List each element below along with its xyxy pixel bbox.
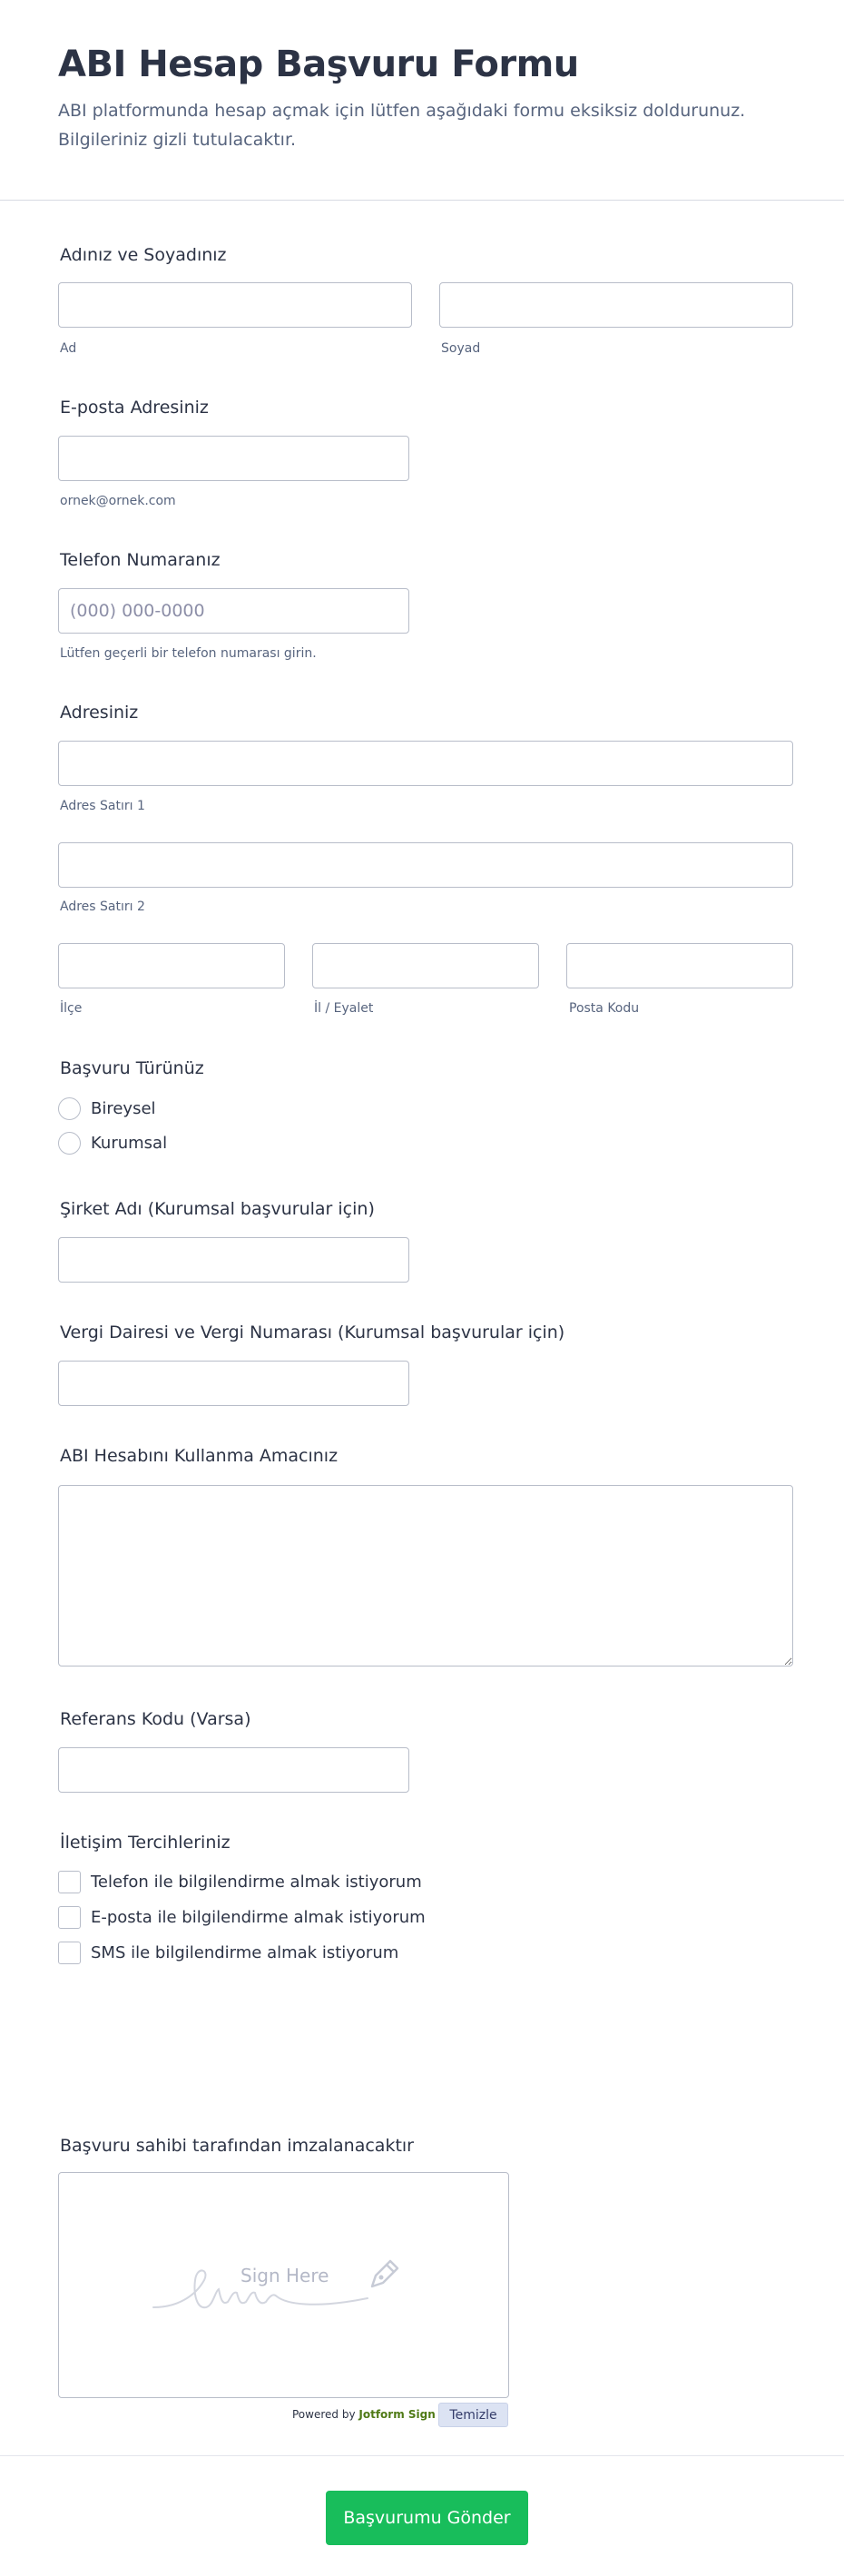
phone-sublabel: Lütfen geçerli bir telefon numarası girin.	[60, 646, 317, 661]
last-name-input[interactable]	[439, 282, 793, 328]
powered-by-text: Powered by	[292, 2408, 356, 2421]
referral-label: Referans Kodu (Varsa)	[60, 1709, 251, 1729]
email-sublabel: ornek@ornek.com	[60, 494, 176, 508]
radio-option-individual[interactable]	[58, 1095, 156, 1122]
district-sublabel: İlçe	[60, 1001, 83, 1016]
form-header	[0, 0, 844, 201]
radio-option-label: Bireysel	[91, 1098, 156, 1118]
phone-label: Telefon Numaranız	[60, 550, 221, 570]
checkbox-option-email[interactable]	[58, 1903, 426, 1931]
checkbox-option-label: SMS ile bilgilendirme almak istiyorum	[91, 1942, 399, 1962]
radio-button[interactable]	[58, 1097, 81, 1120]
address-line2-sublabel: Adres Satırı 2	[60, 900, 145, 914]
province-input[interactable]	[312, 943, 539, 988]
divider	[0, 2455, 844, 2456]
checkbox[interactable]	[58, 1871, 81, 1893]
radio-button[interactable]	[58, 1132, 81, 1155]
checkbox-option-sms[interactable]	[58, 1939, 398, 1966]
phone-input[interactable]	[58, 588, 409, 634]
referral-code-input[interactable]	[58, 1747, 409, 1793]
first-name-input[interactable]	[58, 282, 412, 328]
purpose-textarea[interactable]	[58, 1485, 793, 1667]
company-input[interactable]	[58, 1237, 409, 1283]
submit-button[interactable]: Başvurumu Gönder	[326, 2491, 528, 2545]
address-line2-input[interactable]	[58, 842, 793, 888]
checkbox[interactable]	[58, 1906, 81, 1929]
signature-pad[interactable]	[58, 2172, 509, 2398]
name-label: Adınız ve Soyadınız	[60, 245, 227, 265]
address-line1-input[interactable]	[58, 741, 793, 786]
last-name-sublabel: Soyad	[441, 341, 481, 356]
purpose-label: ABI Hesabını Kullanma Amacınız	[60, 1446, 339, 1466]
pen-icon	[365, 2257, 401, 2294]
address-line1-sublabel: Adres Satırı 1	[60, 799, 145, 813]
application-type-label: Başvuru Türünüz	[60, 1058, 204, 1078]
district-input[interactable]	[58, 943, 285, 988]
checkbox-option-label: Telefon ile bilgilendirme almak istiyorum	[91, 1872, 422, 1892]
radio-option-corporate[interactable]	[58, 1129, 167, 1156]
address-label: Adresiniz	[60, 703, 139, 723]
checkbox-option-label: E-posta ile bilgilendirme almak istiyorum	[91, 1907, 426, 1927]
signature-placeholder: Sign Here	[240, 2265, 329, 2286]
postal-code-input[interactable]	[566, 943, 793, 988]
checkbox[interactable]	[58, 1942, 81, 1964]
email-input[interactable]	[58, 436, 409, 481]
tax-input[interactable]	[58, 1361, 409, 1406]
signature-label: Başvuru sahibi tarafından imzalanacaktır	[60, 2136, 414, 2156]
radio-option-label: Kurumsal	[91, 1133, 168, 1153]
company-label: Şirket Adı (Kurumsal başvurular için)	[60, 1199, 375, 1219]
checkbox-option-phone[interactable]	[58, 1868, 422, 1895]
tax-label: Vergi Dairesi ve Vergi Numarası (Kurumsal başvurular için)	[60, 1322, 565, 1342]
form-title: ABI Hesap Başvuru Formu	[58, 44, 579, 85]
clear-signature-button[interactable]: Temizle	[438, 2403, 508, 2427]
first-name-sublabel: Ad	[60, 341, 77, 356]
province-sublabel: İl / Eyalet	[314, 1001, 374, 1016]
powered-by	[292, 2408, 436, 2421]
communication-label: İletişim Tercihleriniz	[60, 1833, 231, 1853]
form-description: ABI platformunda hesap açmak için lütfen aşağıdaki formu eksiksiz doldurunuz. Bilgileriniz gizli tutulacaktır.	[58, 101, 746, 150]
postal-code-sublabel: Posta Kodu	[569, 1001, 640, 1016]
jotform-sign-brand: Jotform Sign	[358, 2408, 436, 2421]
email-label: E-posta Adresiniz	[60, 398, 209, 418]
